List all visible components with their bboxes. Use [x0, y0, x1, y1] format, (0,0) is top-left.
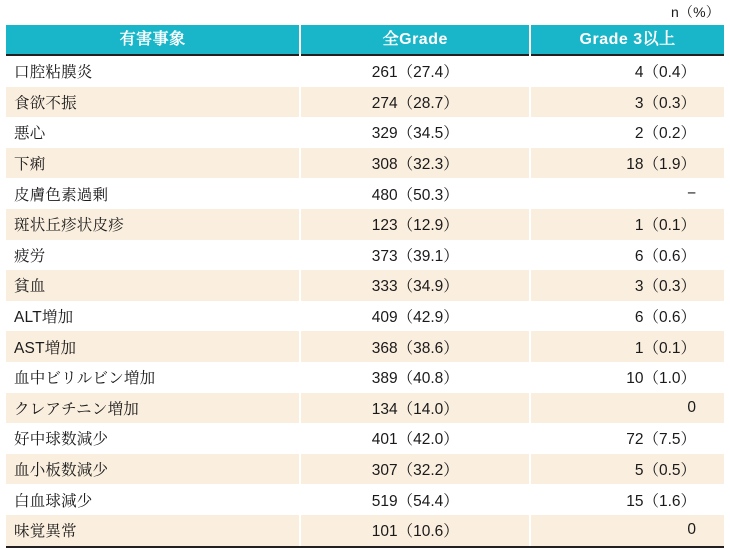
table-row: [6, 209, 724, 240]
adverse-events-table: [6, 25, 724, 548]
cell-all-grade: 101（10.6）: [300, 515, 530, 547]
cell-all-grade: 307（32.2）: [300, 454, 530, 485]
cell-all-grade: 368（38.6）: [300, 331, 530, 362]
cell-event: 血中ビリルビン増加: [6, 362, 300, 393]
table-row: [6, 423, 724, 454]
cell-grade3-plus: 1（0.1）: [530, 331, 724, 362]
cell-grade3-plus: 10（1.0）: [530, 362, 724, 393]
table-row: [6, 515, 724, 547]
table-row: [6, 301, 724, 332]
column-header-all-grade: 全Grade: [300, 25, 530, 55]
cell-grade3-plus: 3（0.3）: [530, 87, 724, 118]
cell-all-grade: 373（39.1）: [300, 240, 530, 271]
cell-grade3-plus: 0: [530, 515, 724, 547]
cell-all-grade: 409（42.9）: [300, 301, 530, 332]
table-row: [6, 87, 724, 118]
cell-grade3-plus: 15（1.6）: [530, 484, 724, 515]
table-body: [6, 55, 724, 547]
cell-event: 食欲不振: [6, 87, 300, 118]
table-row: [6, 148, 724, 179]
cell-grade3-plus: 2（0.2）: [530, 117, 724, 148]
cell-event: クレアチニン増加: [6, 393, 300, 424]
cell-grade3-plus: 0: [530, 393, 724, 424]
cell-grade3-plus: 6（0.6）: [530, 240, 724, 271]
cell-all-grade: 480（50.3）: [300, 178, 530, 209]
cell-grade3-plus: −: [530, 178, 724, 209]
cell-all-grade: 329（34.5）: [300, 117, 530, 148]
cell-event: ALT増加: [6, 301, 300, 332]
cell-event: 好中球数減少: [6, 423, 300, 454]
table-header: [6, 25, 724, 55]
cell-event: 悪心: [6, 117, 300, 148]
cell-all-grade: 123（12.9）: [300, 209, 530, 240]
table-row: [6, 240, 724, 271]
cell-event: 白血球減少: [6, 484, 300, 515]
table-row: [6, 484, 724, 515]
table-row: [6, 393, 724, 424]
cell-event: 貧血: [6, 270, 300, 301]
column-header-event: 有害事象: [6, 25, 300, 55]
cell-event: 斑状丘疹状皮疹: [6, 209, 300, 240]
table-row: [6, 362, 724, 393]
table-header-row: [6, 25, 724, 55]
cell-event: 下痢: [6, 148, 300, 179]
cell-event: AST増加: [6, 331, 300, 362]
cell-grade3-plus: 18（1.9）: [530, 148, 724, 179]
cell-event: 血小板数減少: [6, 454, 300, 485]
column-header-grade3-plus: Grade 3以上: [530, 25, 724, 55]
table-row: [6, 178, 724, 209]
table-row: [6, 331, 724, 362]
cell-event: 口腔粘膜炎: [6, 55, 300, 87]
cell-grade3-plus: 1（0.1）: [530, 209, 724, 240]
table-row: [6, 117, 724, 148]
cell-grade3-plus: 3（0.3）: [530, 270, 724, 301]
cell-event: 味覚異常: [6, 515, 300, 547]
cell-event: 疲労: [6, 240, 300, 271]
cell-event: 皮膚色素過剰: [6, 178, 300, 209]
cell-all-grade: 401（42.0）: [300, 423, 530, 454]
table-row: [6, 270, 724, 301]
cell-all-grade: 333（34.9）: [300, 270, 530, 301]
cell-all-grade: 261（27.4）: [300, 55, 530, 87]
cell-all-grade: 274（28.7）: [300, 87, 530, 118]
cell-all-grade: 308（32.3）: [300, 148, 530, 179]
cell-grade3-plus: 4（0.4）: [530, 55, 724, 87]
cell-grade3-plus: 5（0.5）: [530, 454, 724, 485]
table-row: [6, 55, 724, 87]
cell-grade3-plus: 6（0.6）: [530, 301, 724, 332]
cell-grade3-plus: 72（7.5）: [530, 423, 724, 454]
cell-all-grade: 519（54.4）: [300, 484, 530, 515]
unit-note: n（%）: [670, 4, 720, 20]
cell-all-grade: 134（14.0）: [300, 393, 530, 424]
table-row: [6, 454, 724, 485]
cell-all-grade: 389（40.8）: [300, 362, 530, 393]
